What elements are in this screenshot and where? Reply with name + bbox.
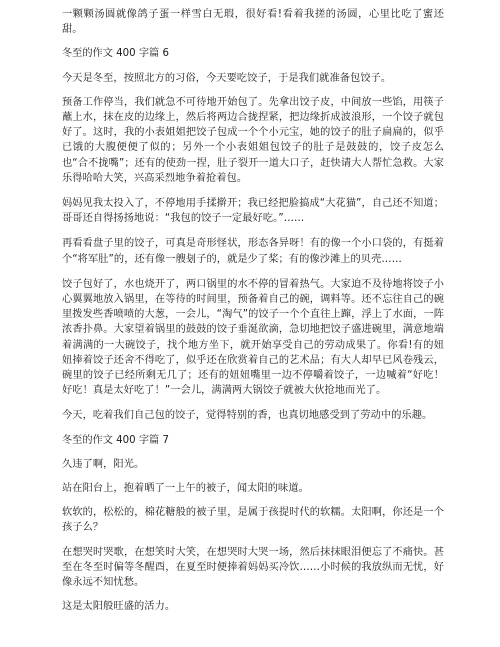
paragraph-7-2: 站在阳台上，抱着晒了一上午的被子，闻太阳的味道。 bbox=[62, 483, 309, 495]
section-heading-6: 冬至的作文 400 字篇 6 bbox=[62, 48, 169, 60]
section-heading-7: 冬至的作文 400 字篇 7 bbox=[62, 434, 169, 446]
paragraph-6-6: 今天，吃着我们自己包的饺子，觉得特别的香，也真切地感受到了劳动中的乐趣。 bbox=[62, 410, 433, 422]
paragraph-7-1: 久违了啊，阳光。 bbox=[62, 458, 145, 470]
paragraph-6-2: 预备工作停当，我们就急不可待地开始包了。先拿出饺子皮，中间放一些馅，用筷子蘸上水，抹在皮的边缘上，然后将两边合拢捏紧，把边缘折成波浪形，一个饺子就包好了。这时，我的小表姐姐把饺子包成一个个小元宝，她的饺子的肚子扁扁的，似乎已饿的大腹便便了似的；另外一个小表姐姐包饺子的肚子是鼓鼓的，饺子皮怎么也“合不拢嘴”；还有的使劲一捏，肚子裂开一道大口子，赶快请大人帮忙急救。大家乐得哈哈大笑，兴高采烈地争着抢着包。 bbox=[62, 96, 444, 184]
paragraph-6-4: 再看看盘子里的饺子，可真是奇形怪状，形态各异呀！有的像一个小口袋的，有挺着个“将军肚”的，还有像一艘刬子的，就是少了桨；有的像沙滩上的贝壳…… bbox=[62, 238, 444, 265]
paragraph-6-3: 妈妈见我太投入了，不停地用手揉擀开；我已经把脸搞成“大花猫”，自己还不知道；哥哥还自得扬扬地说：“我包的饺子一定最好吃。”…… bbox=[62, 198, 444, 225]
paragraph-7-3: 软软的，松松的，棉花糖般的被子里，是属于孩提时代的软糯。太阳啊，你还是一个孩子么？ bbox=[62, 507, 444, 534]
paragraph-intro: 一颗颗汤圆就像鸽子蛋一样雪白无瑕，很好看!看着我搓的汤圆，心里比吃了蜜还甜。 bbox=[62, 9, 444, 36]
paragraph-7-5: 这是太阳般旺盛的活力。 bbox=[62, 601, 176, 613]
paragraph-6-1: 今天是冬至，按照北方的习俗，今天要吃饺子，于是我们就准备包饺子。 bbox=[62, 72, 392, 84]
paragraph-6-5: 饺子包好了，水也烧开了，两口锅里的水不停的冒着热气。大家迫不及待地将饺子小心翼翼地放入锅里，在等待的时间里，预备着自己的碗，调料等。还不忘往自己的碗里拨发些香喷喷的大葱，一会儿，“淘气”的饺子一个个直往上蹿，浮上了水面，一阵浓香扑鼻。大家望着锅里的鼓鼓的饺子垂涎欲滴，急切地把饺子盛进碗里，满意地端着满满的一大碗饺子，找个地方坐下，就开始享受自己的劳动成果了。你看!有的妞妞捧着饺子还舍不得吃了，似乎还在欣赏着自己的艺术品；有大人却早已风卷残云，碗里的饺子已经所剩无几了；还有的妞妞嘴里一边不停嚼着饺子，一边喊着“好吃！好吃！真是太好吃了！”一会儿，满满两大锅饺子就被大伙抢地而光了。 bbox=[62, 278, 444, 397]
paragraph-7-4: 在想哭时哭歌，在想笑时大笑，在想哭时大哭一场，然后抹抹眼泪便忘了不痛快。甚至在冬至时偏等冬醒酉，在夏至时便捧着妈妈买冷饮……小时候的我放纵而无忧，好像永远不知忧愁。 bbox=[62, 546, 444, 589]
